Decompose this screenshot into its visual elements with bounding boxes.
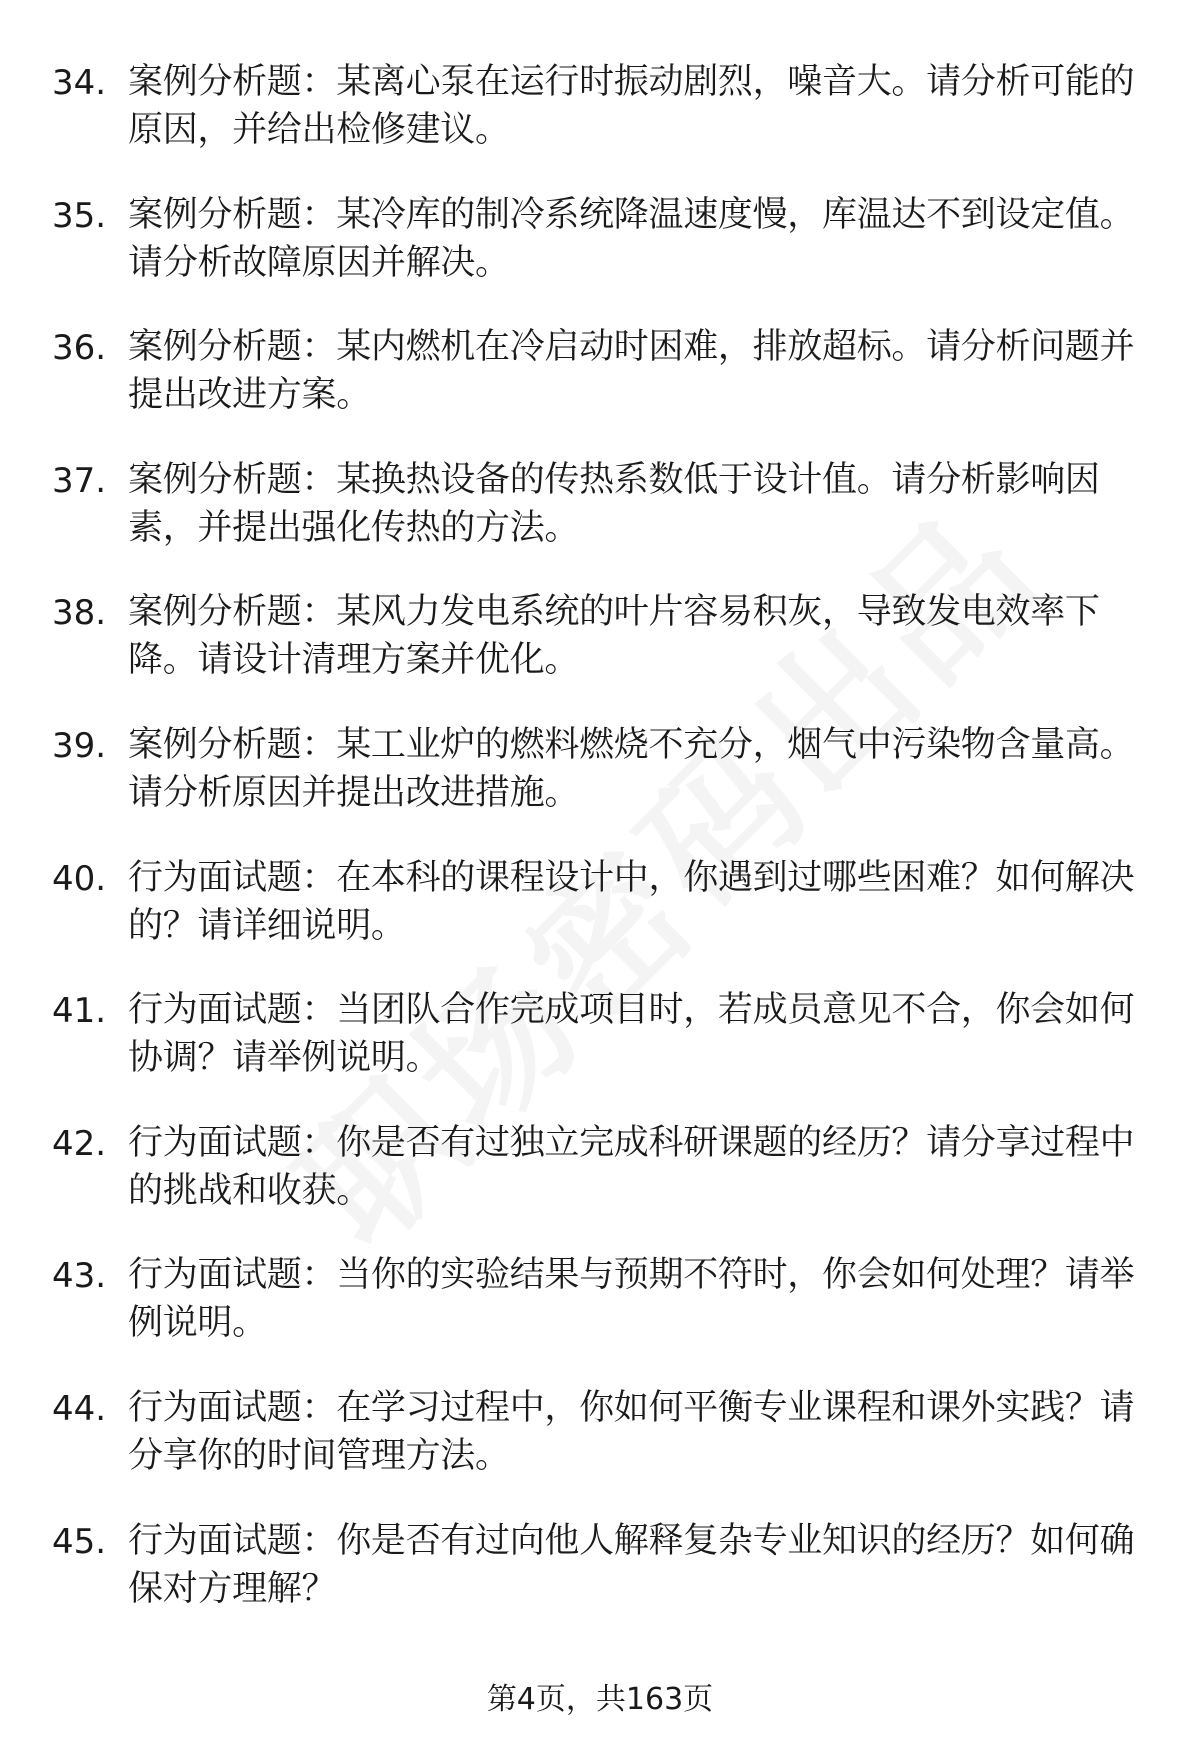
- question-item: [0, 854, 1200, 949]
- question-text: 案例分析题：某冷库的制冷系统降温速度慢，库温达不到设定值。请分析故障原因并解决。: [128, 194, 1135, 283]
- question-number: 37.: [52, 460, 107, 501]
- question-item: [0, 986, 1200, 1081]
- question-text: 行为面试题：在本科的课程设计中，你遇到过哪些困难？如何解决的？请详细说明。: [128, 857, 1135, 946]
- question-number: 35.: [52, 195, 107, 236]
- question-number: 38.: [52, 593, 107, 634]
- question-number: 39.: [52, 725, 107, 766]
- question-number: 40.: [52, 858, 107, 899]
- question-number: 34.: [52, 63, 107, 103]
- question-text: 案例分析题：某工业炉的燃料燃烧不充分，烟气中污染物含量高。请分析原因并提出改进措施。: [128, 724, 1135, 813]
- question-item: [0, 323, 1200, 418]
- question-item: [0, 721, 1200, 816]
- question-text: 行为面试题：你是否有过独立完成科研课题的经历？请分享过程中的挑战和收获。: [128, 1122, 1135, 1211]
- question-item: [0, 456, 1200, 551]
- question-item: [0, 1517, 1200, 1612]
- question-text: 行为面试题：当你的实验结果与预期不符时，你会如何处理？请举例说明。: [128, 1255, 1135, 1344]
- question-text: 行为面试题：在学习过程中，你如何平衡专业课程和课外实践？请分享你的时间管理方法。: [128, 1387, 1135, 1476]
- question-item: [0, 1251, 1200, 1346]
- question-item: [0, 1384, 1200, 1479]
- question-text: 案例分析题：某内燃机在冷启动时困难，排放超标。请分析问题并提出改进方案。: [128, 327, 1135, 416]
- question-number: 45.: [52, 1521, 107, 1562]
- question-item: [0, 58, 1200, 153]
- question-number: 36.: [52, 328, 107, 369]
- question-list: [0, 58, 1200, 1649]
- question-item: [0, 588, 1200, 683]
- question-number: 42.: [52, 1123, 107, 1164]
- question-text: 案例分析题：某离心泵在运行时振动剧烈，噪音大。请分析可能的原因，并给出检修建议。: [128, 62, 1135, 150]
- question-item: [0, 1119, 1200, 1214]
- question-number: 41.: [52, 991, 107, 1032]
- question-item: [0, 191, 1200, 286]
- question-text: 案例分析题：某风力发电系统的叶片容易积灰，导致发电效率下降。请设计清理方案并优化。: [128, 592, 1100, 681]
- question-text: 案例分析题：某换热设备的传热系数低于设计值。请分析影响因素，并提出强化传热的方法。: [128, 459, 1100, 548]
- question-number: 44.: [52, 1388, 107, 1429]
- question-text: 行为面试题：当团队合作完成项目时，若成员意见不合，你会如何协调？请举例说明。: [128, 990, 1135, 1079]
- page-footer: 第4页，共163页: [486, 1682, 714, 1717]
- question-number: 43.: [52, 1256, 107, 1297]
- question-text: 行为面试题：你是否有过向他人解释复杂专业知识的经历？如何确保对方理解？: [128, 1520, 1135, 1609]
